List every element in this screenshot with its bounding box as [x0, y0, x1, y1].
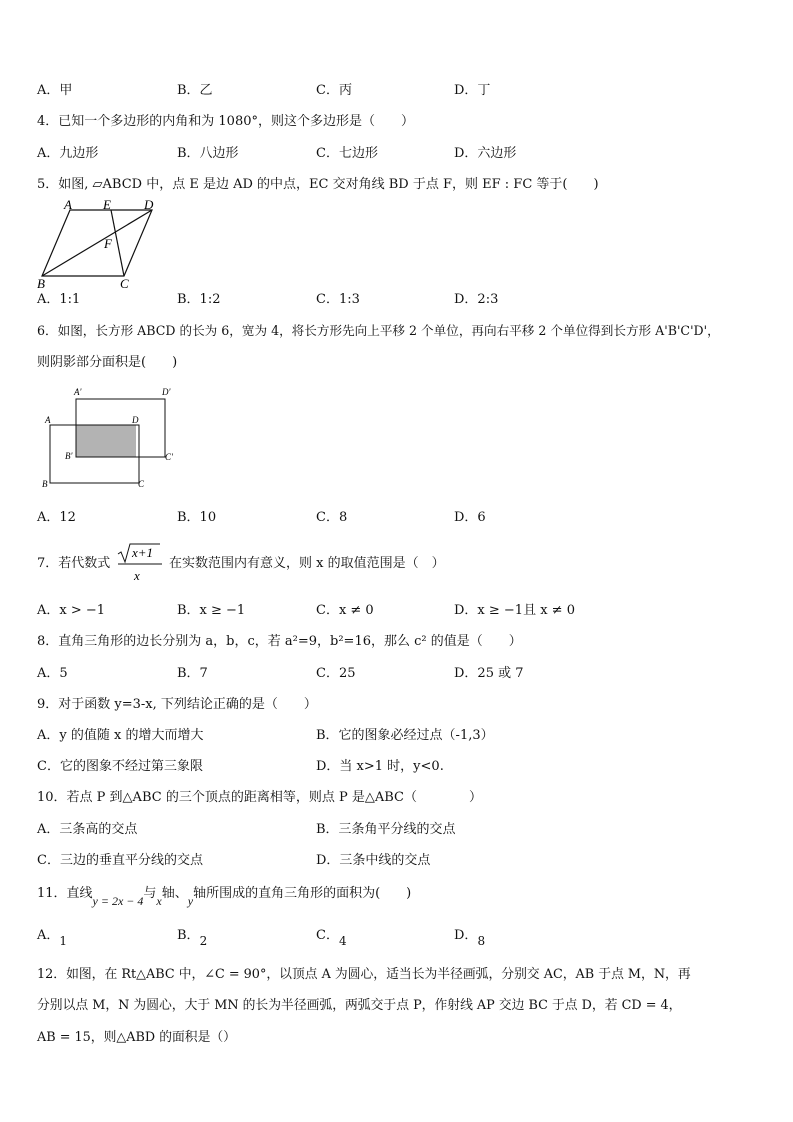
- q11-stem: [37, 884, 412, 908]
- q8-option-c: C．25: [316, 666, 356, 681]
- q11-option-b: [177, 926, 208, 948]
- q7-fraction: [116, 542, 166, 584]
- q7-stem-pre: 7．若代数式: [37, 556, 111, 571]
- q5-label-f: F: [104, 236, 112, 251]
- q5-option-a: A．1:1: [37, 292, 81, 307]
- q12-stem-line3: AB = 15，则△ABD 的面积是（）: [37, 1030, 236, 1045]
- q4-option-d: D．六边形: [454, 146, 517, 161]
- q11-option-b-label: B．: [177, 928, 200, 943]
- q5-stem: 5．如图, ▱ABCD 中，点 E 是边 AD 的中点，EC 交对角线 BD 于点 F，则 EF : FC 等于( ): [37, 177, 599, 192]
- q10-stem: 10．若点 P 到△ABC 的三个顶点的距离相等，则点 P 是△ABC（ ）: [37, 790, 482, 805]
- q10-option-c: C．三边的垂直平分线的交点: [37, 853, 203, 868]
- q8-option-d: D．25 或 7: [454, 666, 524, 681]
- q8-option-b: B．7: [177, 666, 208, 681]
- q8-option-a: A．5: [37, 666, 68, 681]
- q6-label-c: C: [138, 479, 145, 489]
- q5-label-b: B: [37, 276, 45, 291]
- option-c-top: C．丙: [316, 83, 352, 98]
- q11-equation: y = 2x − 4: [92, 894, 144, 908]
- q7-option-a: A．x > −1: [37, 603, 106, 618]
- q6-label-d1: D': [162, 387, 171, 397]
- q9-option-a: A．y 的值随 x 的增大而增大: [37, 728, 204, 743]
- q11-x-var: x: [156, 894, 162, 908]
- q6-label-b: B: [42, 479, 48, 489]
- q6-option-c: C．8: [316, 510, 348, 525]
- q11-stem-pre: 11．直线: [37, 886, 93, 901]
- q6-option-b: B．10: [177, 510, 217, 525]
- q7-numerator: x+1: [132, 545, 154, 560]
- q12-stem-line2: 分别以点 M，N 为圆心，大于 MN 的长为半径画弧，两弧交于点 P，作射线 AP 交边 BC 于点 D，若 CD = 4，: [37, 998, 682, 1013]
- q7-option-c: C．x ≠ 0: [316, 603, 374, 618]
- q4-option-a: A．九边形: [37, 146, 99, 161]
- q11-option-d: [454, 926, 486, 948]
- q10-option-b: B．三条角平分线的交点: [316, 822, 456, 837]
- q6-option-a: A．12: [37, 510, 76, 525]
- q4-stem: 4．已知一个多边形的内角和为 1080°，则这个多边形是（ ）: [37, 114, 414, 129]
- q11-option-d-label: D．: [454, 928, 478, 943]
- q8-stem: 8．直角三角形的边长分别为 a，b，c，若 a²=9，b²=16，那么 c² 的值是（ ）: [37, 634, 522, 649]
- q10-option-d: D．三条中线的交点: [316, 853, 431, 868]
- option-d-top: D．丁: [454, 83, 491, 98]
- q5-parallelogram-figure: [34, 197, 164, 291]
- q5-label-a: A: [64, 197, 72, 212]
- q11-option-c-label: C．: [316, 928, 339, 943]
- q5-option-d: D．2:3: [454, 292, 499, 307]
- q4-option-b: B．八边形: [177, 146, 239, 161]
- q6-option-d: D．6: [454, 510, 486, 525]
- q6-stem-line1: 6．如图，长方形 ABCD 的长为 6，宽为 4，将长方形先向上平移 2 个单位，再向右平移 2 个单位得到长方形 A'B'C'D'，: [37, 323, 720, 338]
- option-b-top: B．乙: [177, 83, 213, 98]
- q11-option-a: [37, 926, 68, 948]
- option-a-top: A．甲: [37, 83, 73, 98]
- q11-y-var: y: [187, 894, 194, 908]
- q4-option-c: C．七边形: [316, 146, 378, 161]
- q6-label-d: D: [132, 415, 139, 425]
- q9-option-d: D．当 x>1 时，y<0.: [316, 759, 444, 774]
- q5-label-d: D: [144, 197, 154, 212]
- q10-option-a: A．三条高的交点: [37, 822, 138, 837]
- q11-option-a-label: A．: [37, 928, 60, 943]
- q11-option-b-value: 2: [199, 934, 208, 948]
- q6-label-b1: B': [65, 451, 73, 461]
- q11-option-c: [316, 926, 347, 948]
- q5-option-b: B．1:2: [177, 292, 221, 307]
- q6-rectangle-figure: [40, 384, 180, 494]
- q9-option-b: B．它的图象必经过点（-1,3）: [316, 728, 494, 743]
- q6-label-a: A: [45, 415, 51, 425]
- q11-stem-post: 轴所围成的直角三角形的面积为( ): [193, 886, 412, 901]
- q12-stem-line1: 12．如图，在 Rt△ABC 中，∠C = 90°，以顶点 A 为圆心，适当长为半径画弧，分别交 AC，AB 于点 M，N，再: [37, 967, 691, 982]
- q11-option-d-value: 8: [477, 934, 486, 948]
- q7-option-d: D．x ≥ −1且 x ≠ 0: [454, 603, 575, 618]
- q11-stem-mid: 与: [143, 886, 157, 901]
- q5-label-e: E: [103, 197, 111, 212]
- q7-option-b: B．x ≥ −1: [177, 603, 246, 618]
- q6-label-c1: C': [165, 452, 173, 462]
- q7-denominator: x: [134, 568, 140, 583]
- q6-label-a1: A': [74, 387, 82, 397]
- q7-stem-post: 在实数范围内有意义，则 x 的取值范围是（ ）: [169, 556, 445, 571]
- q11-stem-mid2: 轴、: [161, 886, 188, 901]
- q6-stem-line2: 则阴影部分面积是( ): [37, 355, 178, 370]
- q11-option-a-value: 1: [59, 934, 68, 948]
- q9-stem: 9．对于函数 y=3-x, 下列结论正确的是（ ）: [37, 697, 317, 712]
- q11-option-c-value: 4: [338, 934, 347, 948]
- q5-label-c: C: [120, 276, 129, 291]
- q9-option-c: C．它的图象不经过第三象限: [37, 759, 203, 774]
- q5-option-c: C．1:3: [316, 292, 360, 307]
